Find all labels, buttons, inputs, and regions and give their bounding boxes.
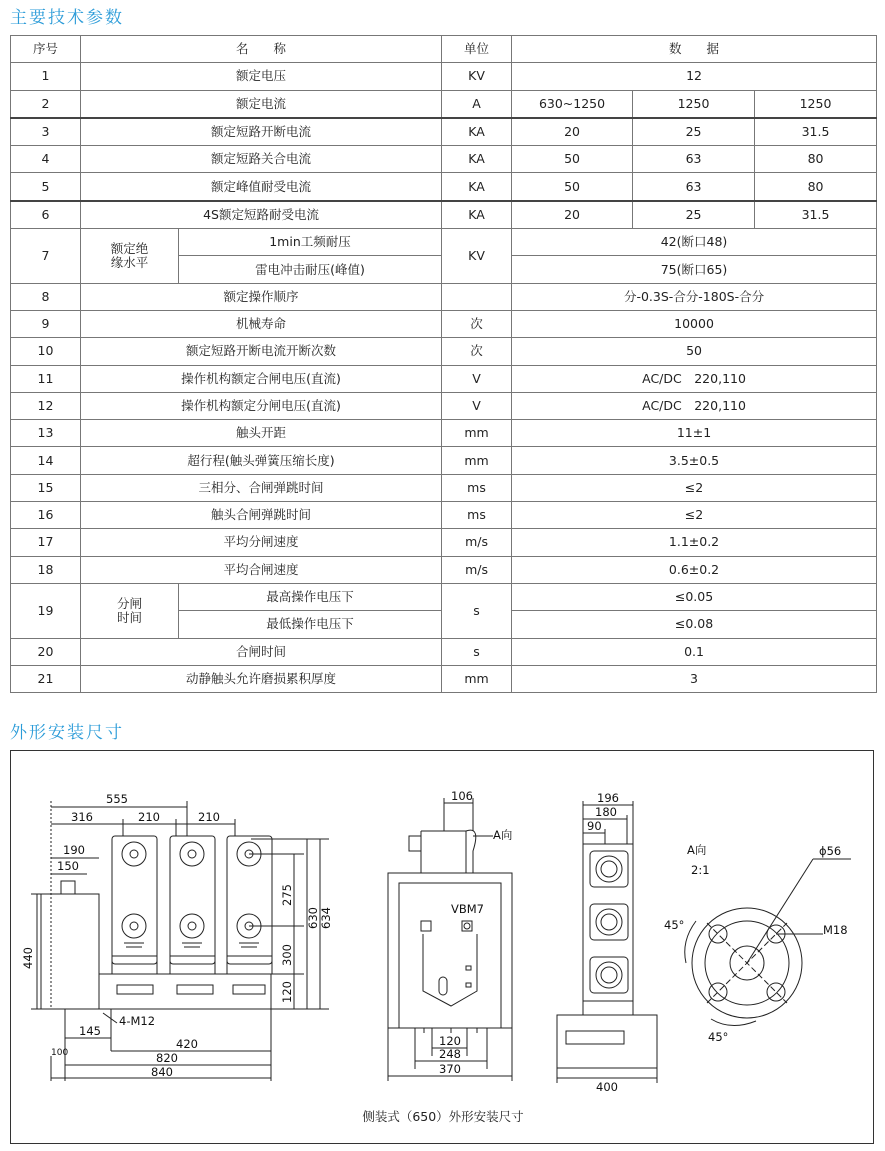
row-unit: KA — [442, 201, 512, 229]
base-slot — [177, 985, 213, 994]
header-unit: 单位 — [442, 36, 512, 63]
row-unit: mm — [442, 665, 512, 692]
table-row — [11, 201, 877, 229]
header-name: 名 称 — [81, 36, 442, 63]
dim-210b: 210 — [198, 810, 220, 824]
row-no: 6 — [11, 201, 81, 229]
row-no: 2 — [11, 90, 81, 118]
row-no: 1 — [11, 63, 81, 90]
table-row — [11, 502, 877, 529]
row-unit: KV — [442, 63, 512, 90]
dim-316: 316 — [71, 810, 93, 824]
base-plate — [99, 974, 271, 1009]
row-value: 50 — [512, 338, 877, 365]
row-value: ≤2 — [512, 502, 877, 529]
row-name: 合闸时间 — [81, 638, 442, 665]
dimension-drawing-frame — [10, 750, 874, 1144]
row-name: 额定电压 — [81, 63, 442, 90]
row-name: 额定操作顺序 — [81, 283, 442, 310]
row-unit: A — [442, 90, 512, 118]
dim-106: 106 — [451, 789, 473, 803]
top-view-labels — [587, 791, 619, 1094]
dim-145: 145 — [79, 1024, 101, 1038]
row-value: 80 — [755, 146, 877, 173]
dim-275: 275 — [280, 884, 294, 906]
row-value: 0.1 — [512, 638, 877, 665]
dim-370: 370 — [439, 1062, 461, 1076]
base-slot — [117, 985, 153, 994]
row-value: 1250 — [755, 90, 877, 118]
row-name: 动静触头允许磨损累积厚度 — [81, 665, 442, 692]
section-title-dimensions: 外形安装尺寸 — [10, 723, 124, 743]
row-value: 3.5±0.5 — [512, 447, 877, 474]
row-value: AC/DC 220,110 — [512, 365, 877, 392]
row-value: 80 — [755, 173, 877, 201]
row-no: 19 — [11, 583, 81, 638]
table-row — [11, 118, 877, 146]
dim-248: 248 — [439, 1047, 461, 1061]
row-value: 10000 — [512, 310, 877, 337]
dim-400: 400 — [596, 1080, 618, 1094]
front-view-labels — [21, 792, 333, 1079]
row-no: 16 — [11, 502, 81, 529]
row-unit: ms — [442, 474, 512, 501]
table-row — [11, 447, 877, 474]
row-unit: 次 — [442, 338, 512, 365]
table-row — [11, 173, 877, 201]
row-name: 操作机构额定合闸电压(直流) — [81, 365, 442, 392]
row-unit: s — [442, 638, 512, 665]
row-name: 触头开距 — [81, 420, 442, 447]
table-row — [11, 365, 877, 392]
table-row — [11, 283, 877, 310]
dim-4-m12: 4-M12 — [119, 1014, 156, 1028]
table-row — [11, 146, 877, 173]
drawing-caption: 侧装式（650）外形安装尺寸 — [362, 1109, 524, 1124]
spec-table — [10, 35, 877, 693]
row-no: 9 — [11, 310, 81, 337]
table-row — [11, 474, 877, 501]
row-no: 14 — [11, 447, 81, 474]
row-value: 1250 — [633, 90, 755, 118]
row-value: 63 — [633, 173, 755, 201]
row-no: 4 — [11, 146, 81, 173]
row-name: 额定峰值耐受电流 — [81, 173, 442, 201]
dim-840: 840 — [151, 1065, 173, 1079]
row-no: 12 — [11, 392, 81, 419]
row-no: 7 — [11, 229, 81, 284]
dim-300: 300 — [280, 944, 294, 966]
row-subname: 1min工频耐压 — [179, 229, 442, 256]
terminal — [590, 957, 628, 993]
dim-630: 630 — [306, 907, 320, 929]
row-unit: KA — [442, 173, 512, 201]
mechanism-box — [41, 894, 99, 1009]
row-name: 平均合闸速度 — [81, 556, 442, 583]
table-row — [11, 392, 877, 419]
table-row — [11, 90, 877, 118]
row-value: 12 — [512, 63, 877, 90]
table-row — [11, 583, 877, 610]
row-unit: s — [442, 583, 512, 638]
dim-phi56: ϕ56 — [819, 844, 842, 858]
row-value: 20 — [512, 201, 633, 229]
table-row — [11, 529, 877, 556]
row-name: 超行程(触头弹簧压缩长度) — [81, 447, 442, 474]
header-no: 序号 — [11, 36, 81, 63]
row-no: 5 — [11, 173, 81, 201]
label-detail-scale: 2:1 — [691, 863, 710, 877]
angle-45a: 45° — [664, 918, 685, 932]
dim-90: 90 — [587, 819, 602, 833]
row-value: 11±1 — [512, 420, 877, 447]
row-no: 8 — [11, 283, 81, 310]
row-group: 分闸 时间 — [81, 583, 179, 638]
dim-150: 150 — [57, 859, 79, 873]
row-no: 10 — [11, 338, 81, 365]
row-value: 31.5 — [755, 118, 877, 146]
row-no: 18 — [11, 556, 81, 583]
dim-420: 420 — [176, 1037, 198, 1051]
row-value: ≤0.08 — [512, 611, 877, 638]
row-value: 3 — [512, 665, 877, 692]
row-value: 31.5 — [755, 201, 877, 229]
label-a-direction: A向 — [493, 828, 513, 842]
top-view — [557, 801, 657, 1083]
dimension-drawing — [11, 751, 873, 1143]
row-value: 75(断口65) — [512, 256, 877, 283]
row-name: 额定短路关合电流 — [81, 146, 442, 173]
row-subname: 最低操作电压下 — [179, 611, 442, 638]
side-panel — [399, 883, 501, 1028]
detail-view — [685, 859, 851, 1026]
row-name: 操作机构额定分闸电压(直流) — [81, 392, 442, 419]
dim-196: 196 — [597, 791, 619, 805]
dim-820: 820 — [156, 1051, 178, 1065]
top-base — [557, 1015, 657, 1068]
row-no: 15 — [11, 474, 81, 501]
row-value: 50 — [512, 173, 633, 201]
row-subname: 最高操作电压下 — [179, 583, 442, 610]
row-unit: KV — [442, 229, 512, 284]
row-name: 额定短路开断电流 — [81, 118, 442, 146]
row-unit: m/s — [442, 556, 512, 583]
row-value: 42(断口48) — [512, 229, 877, 256]
row-unit: ms — [442, 502, 512, 529]
table-header-row — [11, 36, 877, 63]
row-name: 4S额定短路耐受电流 — [81, 201, 442, 229]
terminal — [590, 851, 628, 887]
table-row — [11, 63, 877, 90]
angle-45b: 45° — [708, 1030, 729, 1044]
row-unit: KA — [442, 146, 512, 173]
row-unit — [442, 283, 512, 310]
row-subname: 雷电冲击耐压(峰值) — [179, 256, 442, 283]
row-name: 机械寿命 — [81, 310, 442, 337]
row-no: 21 — [11, 665, 81, 692]
row-no: 11 — [11, 365, 81, 392]
row-value: 1.1±0.2 — [512, 529, 877, 556]
pole — [170, 836, 215, 974]
dim-210a: 210 — [138, 810, 160, 824]
row-no: 3 — [11, 118, 81, 146]
dim-m18: M18 — [823, 923, 848, 937]
mechanism-cap — [61, 881, 75, 894]
row-name: 平均分闸速度 — [81, 529, 442, 556]
row-unit: mm — [442, 420, 512, 447]
row-name: 额定电流 — [81, 90, 442, 118]
row-value: 25 — [633, 118, 755, 146]
dim-634: 634 — [319, 907, 333, 929]
row-no: 13 — [11, 420, 81, 447]
side-body — [388, 873, 512, 1028]
table-row — [11, 638, 877, 665]
row-name: 额定短路开断电流开断次数 — [81, 338, 442, 365]
row-unit: m/s — [442, 529, 512, 556]
table-row — [11, 665, 877, 692]
row-unit: V — [442, 365, 512, 392]
table-row — [11, 338, 877, 365]
row-value: 25 — [633, 201, 755, 229]
row-value: ≤2 — [512, 474, 877, 501]
table-row — [11, 229, 877, 256]
row-no: 20 — [11, 638, 81, 665]
table-row — [11, 556, 877, 583]
row-group: 额定绝 缘水平 — [81, 229, 179, 284]
dim-100: 100 — [51, 1048, 69, 1058]
base-slot — [233, 985, 265, 994]
terminal — [590, 904, 628, 940]
row-value: 50 — [512, 146, 633, 173]
row-name: 触头合闸弹跳时间 — [81, 502, 442, 529]
dim-120-side: 120 — [439, 1034, 461, 1048]
pole — [112, 836, 157, 974]
dim-120: 120 — [280, 981, 294, 1003]
row-value: 20 — [512, 118, 633, 146]
detail-view-labels — [664, 843, 848, 1044]
row-unit: 次 — [442, 310, 512, 337]
row-value: ≤0.05 — [512, 583, 877, 610]
table-row — [11, 420, 877, 447]
row-unit: V — [442, 392, 512, 419]
dim-180: 180 — [595, 805, 617, 819]
label-model: VBM7 — [451, 902, 484, 916]
table-row — [11, 310, 877, 337]
label-detail-title: A向 — [687, 843, 707, 857]
row-value: 63 — [633, 146, 755, 173]
row-value: 分-0.3S-合分-180S-合分 — [512, 283, 877, 310]
dim-190: 190 — [63, 843, 85, 857]
section-title-specs: 主要技术参数 — [10, 8, 124, 28]
row-value: 0.6±0.2 — [512, 556, 877, 583]
row-value: AC/DC 220,110 — [512, 392, 877, 419]
row-name: 三相分、合闸弹跳时间 — [81, 474, 442, 501]
dim-555: 555 — [106, 792, 128, 806]
dim-440: 440 — [21, 947, 35, 969]
row-unit: mm — [442, 447, 512, 474]
row-unit: KA — [442, 118, 512, 146]
row-no: 17 — [11, 529, 81, 556]
pole — [227, 836, 272, 974]
row-value: 630~1250 — [512, 90, 633, 118]
header-data: 数 据 — [512, 36, 877, 63]
